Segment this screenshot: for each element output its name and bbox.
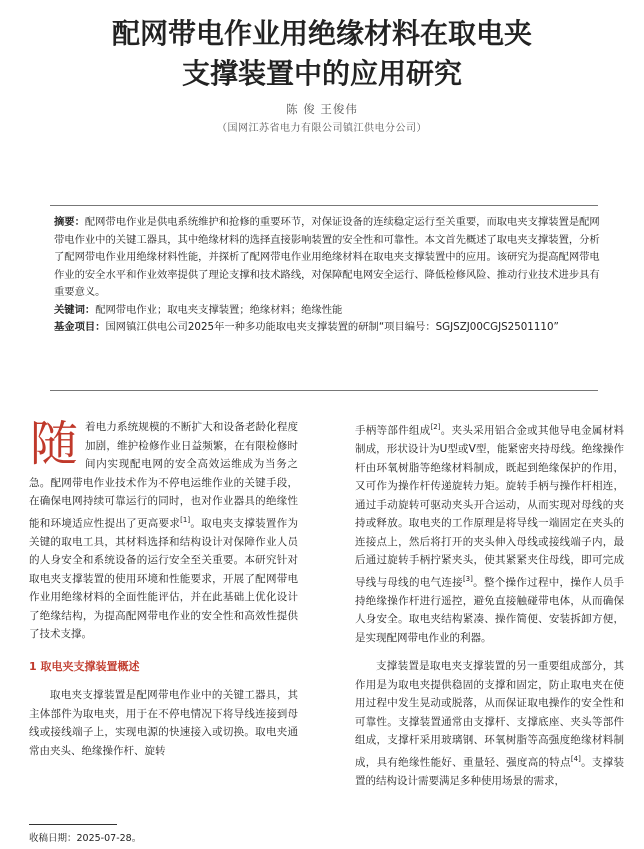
left-column	[29, 418, 298, 760]
abstract-block	[54, 214, 600, 337]
abstract-text: 配网带电作业是供电系统维护和抢修的重要环节，对保证设备的连续稳定运行至关重要，而取电夹支撑装置是配网带电作业中的关键工器具，其中绝缘材料的选择直接影响装置的安全性和可靠性。本文首先概述了取电夹支撑装置，分析了配网带电作业用绝缘材料性能，并探析了配网带电作业用绝缘材料在取电夹支撑装置中的应用。该研究为提高配网带电作业的安全水平和作业效率提供了理论支撑和技术路线，对保障配电网安全运行、降低检修风险、推动行业技术进步具有重要意义。	[54, 216, 600, 298]
intro-paragraph	[29, 418, 298, 644]
right-text-e: 。支撑装置的结构设计需要满足多种使用场景的需求，	[355, 756, 625, 787]
right-paragraph-2	[355, 657, 624, 790]
authors: 陈 俊 王俊伟	[286, 102, 358, 116]
abstract-top-rule	[50, 205, 598, 206]
right-text-b: 。夹头采用铝合金或其他导电金属材料制成，形状设计为U型或V型，能紧密夹持母线。绝缘操作杆由环氧树脂等绝缘材料制成，既起到绝缘保护的作用，又可作为操作杆传递旋转力矩。旋转手柄与操作杆相连，通过手动旋转可驱动夹头开合运动，从而实现对母线的夹持或释放。取电夹的工作原理是将导线一端固定在夹头的连接点上，然后将打开的夹头伸入母线或接线端子内，最后通过旋转手柄拧紧夹头，使其紧紧夹住母线，即可完成导线与母线的电气连接	[355, 424, 625, 588]
affiliation: （国网江苏省电力有限公司镇江供电分公司）	[217, 123, 427, 134]
right-column	[355, 418, 624, 790]
section-1-paragraph: 取电夹支撑装置是配网带电作业中的关键工器具，其主体部件为取电夹，用于在不停电情况下将导线连接到母线或接线端子上，实现电源的快速接入或切换。取电夹通常由夹头、绝缘操作杆、旋转	[29, 689, 298, 757]
abstract-paragraph	[54, 214, 600, 302]
fund-label: 基金项目：	[54, 321, 106, 333]
drop-cap: 随	[29, 416, 78, 472]
paper-title	[0, 14, 644, 94]
reference-3: [3]	[462, 574, 473, 583]
reference-4: [4]	[570, 754, 581, 763]
keywords-line	[54, 302, 600, 320]
right-text-d: 支撑装置是取电夹支撑装置的另一重要组成部分，其作用是为取电夹提供稳固的支撑和固定，防止取电夹在使用过程中发生晃动或脱落，从而保证取电操作的安全性和可靠性。支撑装置通常由支撑杆、支撑底座、夹头等部件组成，支撑杆采用玻璃钢、环氧树脂等高强度绝缘材料制成，具有绝缘性能好、重量轻、强度高的特点	[355, 660, 624, 768]
keywords-text: 配网带电作业；取电夹支撑装置；绝缘材料；绝缘性能	[95, 303, 343, 316]
fund-line	[54, 319, 600, 337]
intro-text-b: 。取电夹支撑装置作为关键的取电工具，其材料选择和结构设计对保障作业人员的人身安全和系统设备的运行安全至关重要。本研究针对取电夹支撑装置的使用环境和性能要求，开展了配网带电作业用绝缘材料的全面性能评估，并在此基础上优化设计了绝缘结构，为提高配网带电作业的安全性和高效性提供了技术支撑。	[29, 517, 299, 640]
abstract-bottom-rule	[50, 390, 598, 391]
fund-text: 国网镇江供电公司2025年一种多功能取电夹支撑装置的研制“项目编号：SGJSZJ00CGJS2501110”	[105, 321, 559, 333]
title-line-2: 支撑装置中的应用研究	[181, 57, 462, 90]
reference-2: [2]	[430, 423, 441, 431]
keywords-label: 关键词：	[54, 303, 96, 316]
title-line-1: 配网带电作业用绝缘材料在取电夹	[111, 17, 532, 50]
footnote-received-date: 收稿日期：2025-07-28。	[29, 833, 142, 844]
footnote-rule	[29, 824, 117, 825]
reference-1: [1]	[180, 515, 191, 524]
intro-text-a: 着电力系统规模的不断扩大和设备老龄化程度加剧，维护检修作业日益频繁，在有限检修时间内实现配电网的安全高效运维成为当务之急。配网带电作业技术作为不停电运维作业的关键手段，在确保电网持续可靠运行的同时，也对作业器具的绝缘性能和环境适应性提出了更高要求	[29, 421, 298, 529]
right-text-c: 。整个操作过程中，操作人员手持绝缘操作杆进行遥控，避免直接触碰带电体，从而确保人身安全。取电夹结构紧凑、操作简便、安装拆卸方便，是实现配网带电作业的利器。	[355, 576, 625, 644]
section-heading-1: 1 取电夹支撑装置概述	[29, 659, 140, 673]
right-text-a: 手柄等部件组成	[355, 424, 431, 437]
abstract-label: 摘要：	[54, 216, 85, 228]
right-paragraph-1	[355, 418, 624, 647]
